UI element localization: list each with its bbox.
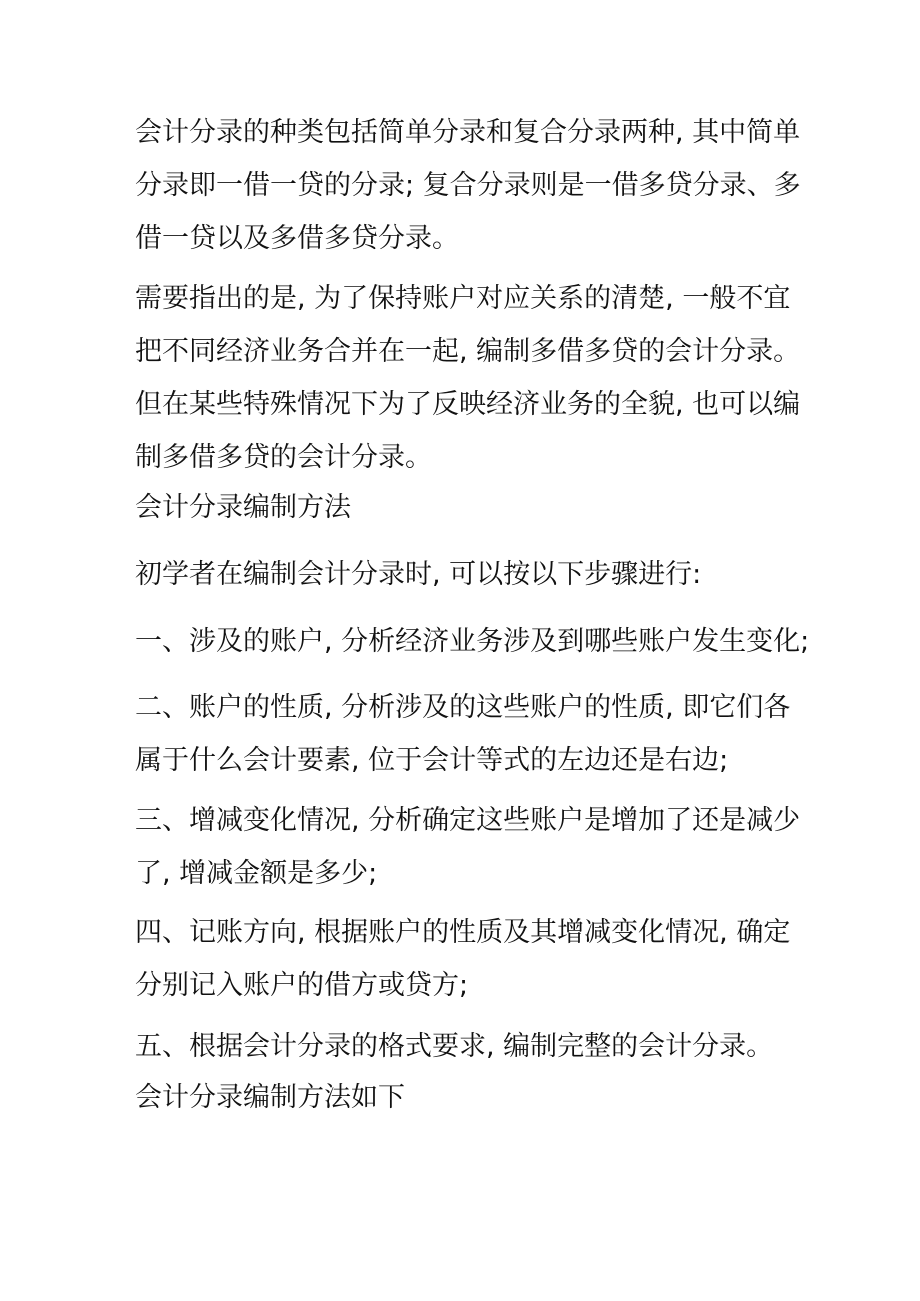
text-line: 制多借多贷的会计分录。 [135, 442, 432, 473]
text-line: 把不同经济业务合并在一起, 编制多借多贷的会计分录。 [135, 336, 801, 367]
text-line: 分别记入账户的借方或贷方; [135, 970, 469, 1001]
text-line: 三、增减变化情况, 分析确定这些账户是增加了还是减少 [135, 805, 801, 836]
text-line: 借一贷以及多借多贷分录。 [135, 223, 459, 254]
step-five [135, 1020, 795, 1073]
paragraph-entry-types [135, 106, 801, 265]
text-line: 会计分录编制方法 [135, 492, 351, 523]
text-line: 二、账户的性质, 分析涉及的这些账户的性质, 即它们各 [135, 692, 791, 723]
text-line: 五、根据会计分录的格式要求, 编制完整的会计分录。 [135, 1031, 774, 1062]
section-heading [135, 481, 795, 534]
step-two [135, 681, 795, 787]
text-line: 会计分录编制方法如下 [135, 1082, 405, 1113]
text-line: 但在某些特殊情况下为了反映经济业务的全貌, 也可以编 [135, 389, 801, 420]
text-line: 初学者在编制会计分录时, 可以按以下步骤进行: [135, 559, 702, 590]
text-line: 需要指出的是, 为了保持账户对应关系的清楚, 一般不宜 [135, 283, 791, 314]
text-line: 会计分录的种类包括简单分录和复合分录两种, 其中简单 [135, 117, 801, 148]
step-four [135, 906, 795, 1012]
closing-heading [135, 1071, 795, 1124]
paragraph-steps-intro [135, 548, 795, 601]
text-line: 分录即一借一贷的分录; 复合分录则是一借多贷分录、多 [135, 170, 801, 201]
text-line: 属于什么会计要素, 位于会计等式的左边还是右边; [135, 745, 729, 776]
paragraph-multi-entry-note [135, 272, 801, 484]
step-three [135, 794, 801, 900]
step-one [135, 615, 810, 668]
text-line: 了, 增减金额是多少; [135, 858, 378, 889]
text-line: 一、涉及的账户, 分析经济业务涉及到哪些账户发生变化; [135, 626, 810, 657]
text-line: 四、记账方向, 根据账户的性质及其增减变化情况, 确定 [135, 917, 791, 948]
